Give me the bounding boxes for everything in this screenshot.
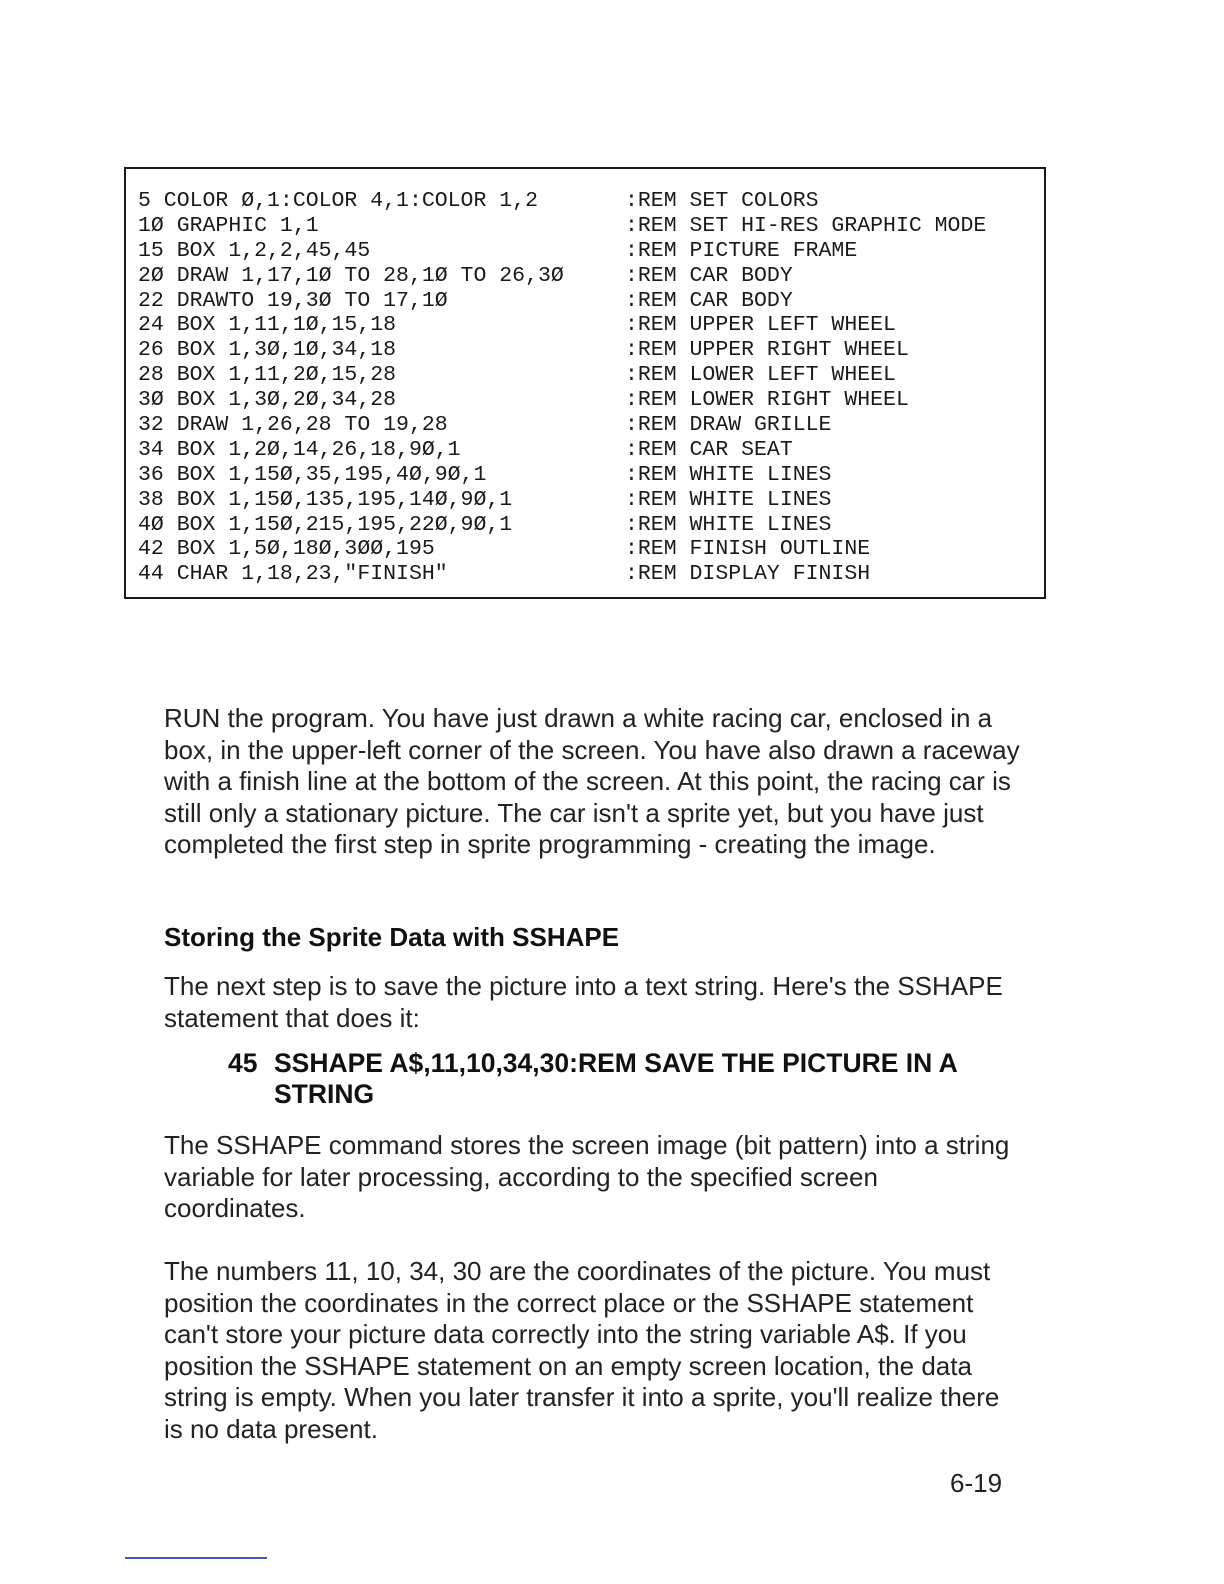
code-line bbox=[138, 363, 986, 388]
code-remark: :REM CAR BODY bbox=[625, 263, 793, 288]
sshape-statement bbox=[228, 1048, 1028, 1110]
page-number: 6-19 bbox=[950, 1468, 1003, 1498]
code-remark: :REM SET COLORS bbox=[625, 189, 819, 213]
code-statement: 15 BOX 1,2,2,45,45 bbox=[138, 238, 371, 263]
code-statement: 1Ø GRAPHIC 1,1 bbox=[138, 213, 319, 238]
code-remark: :REM LOWER RIGHT WHEEL bbox=[625, 388, 909, 413]
code-statement: 24 BOX 1,11,1Ø,15,18 bbox=[138, 313, 397, 338]
code-remark: :REM WHITE LINES bbox=[625, 462, 832, 487]
code-remark: :REM DRAW GRILLE bbox=[625, 413, 832, 438]
code-listing-box bbox=[124, 167, 1046, 599]
code-remark: :REM FINISH OUTLINE bbox=[625, 537, 871, 562]
code-statement: 5 COLOR Ø,1:COLOR 4,1:COLOR 1,2 bbox=[138, 189, 538, 213]
sshape-statement-text: SSHAPE A$,11,10,34,30:REM SAVE THE PICTURE IN A STRING bbox=[274, 1048, 957, 1109]
code-line bbox=[138, 239, 986, 264]
code-remark: :REM LOWER LEFT WHEEL bbox=[625, 363, 896, 388]
code-statement: 32 DRAW 1,26,28 TO 19,28 bbox=[138, 413, 448, 438]
code-remark: :REM DISPLAY FINISH bbox=[625, 562, 871, 587]
code-line bbox=[138, 313, 986, 338]
paragraph-run-program: RUN the program. You have just drawn a white racing car, enclosed in a box, in the upper-left corner of the screen. You have also drawn a raceway with a finish line at the bottom of the screen. At this point, the racing car is still only a stationary picture. The car isn't a sprite yet, but you have just completed the first step in sprite programming - creating the image. bbox=[164, 703, 1020, 859]
paragraph-sshape-command: The SSHAPE command stores the screen image (bit pattern) into a string variable for later processing, according to the specified screen coordinates. bbox=[164, 1130, 1010, 1223]
code-remark: :REM SET HI-RES GRAPHIC MODE bbox=[625, 213, 987, 238]
code-statement: 36 BOX 1,15Ø,35,195,4Ø,9Ø,1 bbox=[138, 462, 487, 487]
code-remark: :REM WHITE LINES bbox=[625, 487, 832, 512]
code-statement: 44 CHAR 1,18,23,"FINISH" bbox=[138, 562, 448, 587]
code-statement: 4Ø BOX 1,15Ø,215,195,22Ø,9Ø,1 bbox=[138, 512, 513, 537]
code-statement: 22 DRAWTO 19,3Ø TO 17,1Ø bbox=[138, 288, 448, 313]
code-line bbox=[138, 463, 986, 488]
code-statement: 26 BOX 1,3Ø,1Ø,34,18 bbox=[138, 338, 397, 363]
code-line bbox=[138, 513, 986, 538]
code-statement: 38 BOX 1,15Ø,135,195,14Ø,9Ø,1 bbox=[138, 487, 513, 512]
paragraph-coordinates: The numbers 11, 10, 34, 30 are the coordinates of the picture. You must position the coordinates in the correct place or the SSHAPE statement can't store your picture data correctly into the string variable A$. If you position the SSHAPE statement on an empty screen location, the data string is empty. When you later transfer it into a sprite, you'll realize there is no data present. bbox=[164, 1256, 1000, 1444]
code-statement: 34 BOX 1,2Ø,14,26,18,9Ø,1 bbox=[138, 437, 461, 462]
code-remark: :REM PICTURE FRAME bbox=[625, 238, 858, 263]
code-remark: :REM UPPER RIGHT WHEEL bbox=[625, 338, 909, 363]
code-remark: :REM UPPER LEFT WHEEL bbox=[625, 313, 896, 338]
code-remark: :REM CAR SEAT bbox=[625, 437, 793, 462]
code-statement: 3Ø BOX 1,3Ø,2Ø,34,28 bbox=[138, 388, 397, 413]
code-remark: :REM WHITE LINES bbox=[625, 512, 832, 537]
code-remark: :REM CAR BODY bbox=[625, 288, 793, 313]
code-line bbox=[138, 189, 986, 214]
code-line bbox=[138, 214, 986, 239]
paragraph-next-step: The next step is to save the picture into a text string. Here's the SSHAPE statement that does it: bbox=[164, 971, 1003, 1033]
sshape-line-number: 45 bbox=[228, 1048, 258, 1078]
code-statement: 2Ø DRAW 1,17,1Ø TO 28,1Ø TO 26,3Ø bbox=[138, 263, 564, 288]
code-statement: 42 BOX 1,5Ø,18Ø,3ØØ,195 bbox=[138, 537, 435, 562]
code-line bbox=[138, 264, 986, 289]
code-line bbox=[138, 388, 986, 413]
footer-rule bbox=[125, 1557, 267, 1559]
section-heading: Storing the Sprite Data with SSHAPE bbox=[164, 922, 620, 952]
code-line bbox=[138, 289, 986, 314]
code-line bbox=[138, 338, 986, 363]
code-listing bbox=[138, 189, 986, 587]
code-line bbox=[138, 537, 986, 562]
code-statement: 28 BOX 1,11,2Ø,15,28 bbox=[138, 363, 397, 388]
code-line bbox=[138, 438, 986, 463]
code-line bbox=[138, 562, 986, 587]
code-line bbox=[138, 488, 986, 513]
code-line bbox=[138, 413, 986, 438]
